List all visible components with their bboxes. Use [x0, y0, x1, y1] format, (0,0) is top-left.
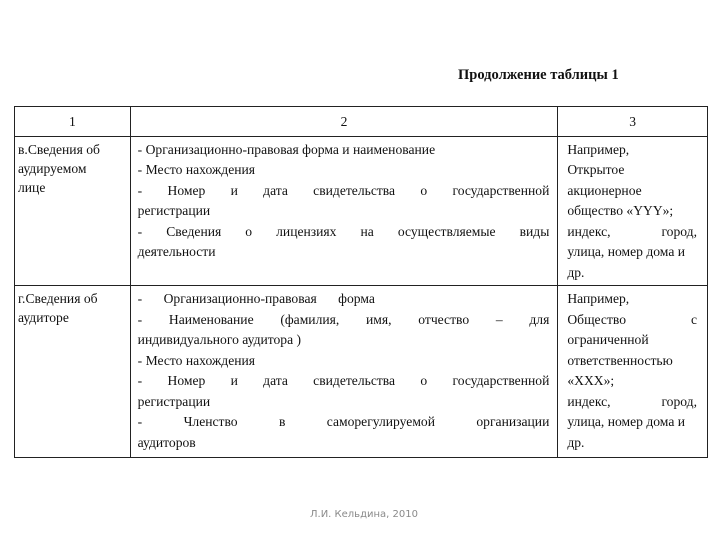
row-label-line: в.Сведения об — [18, 141, 100, 157]
example-line: ответственностью — [567, 352, 673, 368]
example-line: Например, — [567, 141, 630, 157]
item-line: - Номер и дата свидетельства о государственной — [137, 373, 550, 388]
example-line: общество «YYY»; — [567, 203, 674, 218]
header-col-2: 2 — [130, 107, 558, 137]
row-example — [558, 136, 708, 286]
example-line: Например, — [567, 291, 630, 306]
item-line: - Номер и дата свидетельства о государственной — [137, 182, 550, 198]
example-line: индекс, город, — [567, 223, 697, 239]
item-line: - Сведения о лицензиях на осуществляемые виды — [137, 223, 550, 239]
item-line: - Место нахождения — [137, 162, 256, 177]
table-header-row — [15, 107, 708, 137]
item-line: - Наименование (фамилия, имя, отчество – для — [137, 311, 550, 327]
item-line: регистрации — [137, 203, 211, 218]
item-line: - Организационно-правовая форма — [137, 291, 375, 306]
item-line: - Место нахождения — [137, 352, 256, 368]
header-col-1: 1 — [15, 107, 131, 137]
item-line: аудиторов — [137, 434, 196, 450]
row-label-line: лице — [18, 179, 46, 195]
row-label-line: аудируемом — [18, 160, 87, 176]
example-line: др. — [567, 434, 585, 450]
example-line: улица, номер дома и — [567, 244, 686, 259]
item-line: деятельности — [137, 244, 216, 259]
row-label — [15, 136, 131, 286]
example-line: Открытое — [567, 162, 625, 177]
example-line: ограниченной — [567, 332, 649, 347]
audit-info-table — [14, 106, 708, 458]
item-line: регистрации — [137, 393, 211, 409]
example-line: улица, номер дома и — [567, 414, 686, 429]
row-label — [15, 286, 131, 458]
example-line: акционерное — [567, 182, 642, 198]
example-line: индекс, город, — [567, 393, 697, 409]
table-row-auditor — [15, 286, 708, 458]
row-label-line: г.Сведения об — [18, 291, 98, 306]
item-line: индивидуального аудитора ) — [137, 332, 302, 347]
item-line: - Членство в саморегулируемой организации — [137, 414, 550, 429]
table-caption: Продолжение таблицы 1 — [458, 67, 619, 83]
row-items — [130, 136, 558, 286]
row-example — [558, 286, 708, 458]
example-line: др. — [567, 264, 585, 280]
example-line: «XXX»; — [567, 373, 615, 388]
header-col-3: 3 — [558, 107, 708, 137]
item-line: - Организационно-правовая форма и наименование — [137, 141, 436, 157]
example-line: Общество с — [567, 311, 697, 327]
row-label-line: аудиторе — [18, 310, 69, 325]
table-row-auditee — [15, 136, 708, 286]
row-items — [130, 286, 558, 458]
footer-credit: Л.И. Кельдина, 2010 — [310, 509, 418, 520]
